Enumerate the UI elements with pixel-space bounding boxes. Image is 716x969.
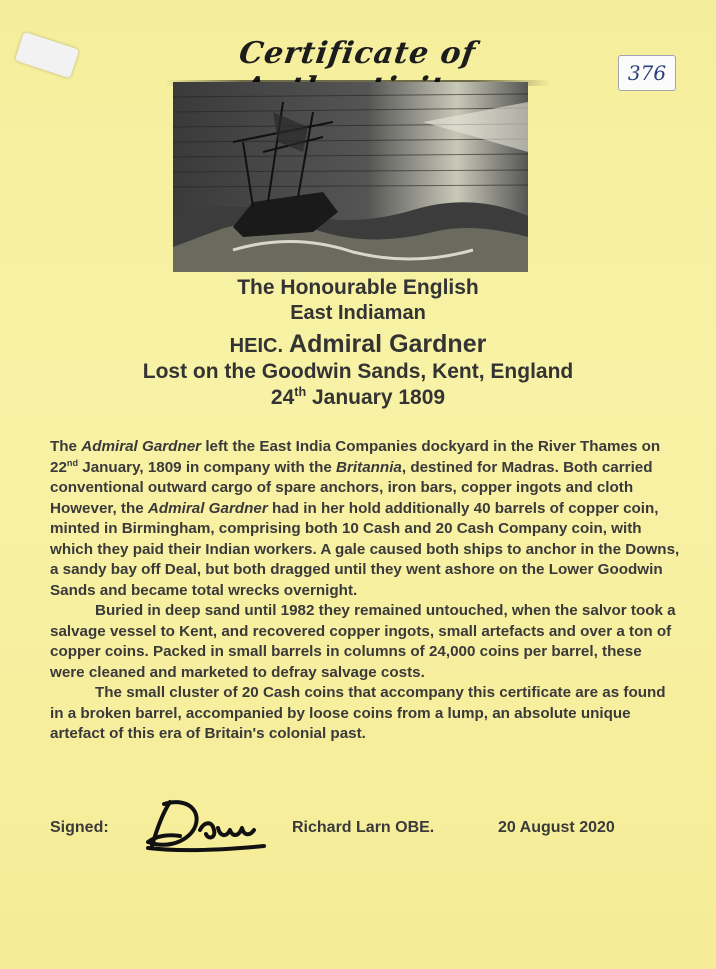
signature-date: 20 August 2020: [498, 819, 615, 836]
p1-ship-1: Admiral Gardner: [81, 438, 202, 455]
certificate-title: Certificate of: [236, 36, 479, 71]
heading-ship-prefix: HEIC.: [229, 335, 284, 357]
heading-ship-name: [0, 330, 716, 359]
heading-date-suffix: th: [294, 385, 307, 399]
body-paragraph-3: The small cluster of 20 Cash coins that accompany this certificate are as found in a broken barrel, accompanied by loose coins from a lump, an absolute unique artefact of this era of Britain's colonial past.: [50, 684, 666, 742]
heading-line-1: The Honourable English: [237, 276, 479, 299]
shipwreck-engraving: [173, 82, 528, 272]
heading-date-rest: January 1809: [311, 386, 446, 409]
p1-ship-3: Admiral Gardner: [147, 499, 268, 517]
signed-label: Signed:: [50, 819, 109, 836]
heading-ship-title: Admiral Gardner: [289, 330, 487, 358]
p1-text-5: had in her hold additionally 40 barrels of copper coin, minted in Birmingham, comprising both 10 Cash and 20 Cash Company coin, with which they paid their Indian workers. A gale caused both ships to anchor in the Downs, a sandy bay off Deal, but both dragged until they went ashore on the Lower Goodwin Sands and became total wrecks overnight.: [50, 499, 680, 599]
heading-line-2: East Indiaman: [290, 302, 426, 324]
certificate-body: [50, 437, 680, 745]
heading-date: [0, 386, 716, 410]
p1-sup: nd: [66, 457, 79, 468]
paper-tab-mark: [15, 32, 79, 78]
p1-text-4: , destined for Madras. Both carried conventional outward cargo of spare anchors, iron bars, copper ingots and cloth However, the: [50, 458, 653, 517]
p1-text-2: left the East India Companies dockyard in the River Thames on 22: [50, 438, 661, 476]
p1-ship-2: Britannia: [336, 458, 402, 476]
handwritten-signature: [142, 792, 272, 854]
p1-text-3: January, 1809 in company with the: [78, 458, 337, 476]
heading-location: Lost on the Goodwin Sands, Kent, England: [142, 360, 574, 383]
body-paragraph-1: [50, 437, 680, 601]
signer-name: Richard Larn OBE.: [292, 819, 435, 836]
heading-date-day: 24: [270, 386, 295, 409]
p1-text-1: The: [50, 438, 82, 455]
reference-number-label: 376: [618, 55, 676, 91]
body-paragraph-2: Buried in deep sand until 1982 they remained untouched, when the salvor took a salvage vessel to Kent, and recovered copper ingots, small artefacts and over a ton of copper coins. Packed in small barrels in columns of 24,000 coins per barrel, these were cleaned and marketed to defray salvage costs.: [50, 602, 676, 681]
